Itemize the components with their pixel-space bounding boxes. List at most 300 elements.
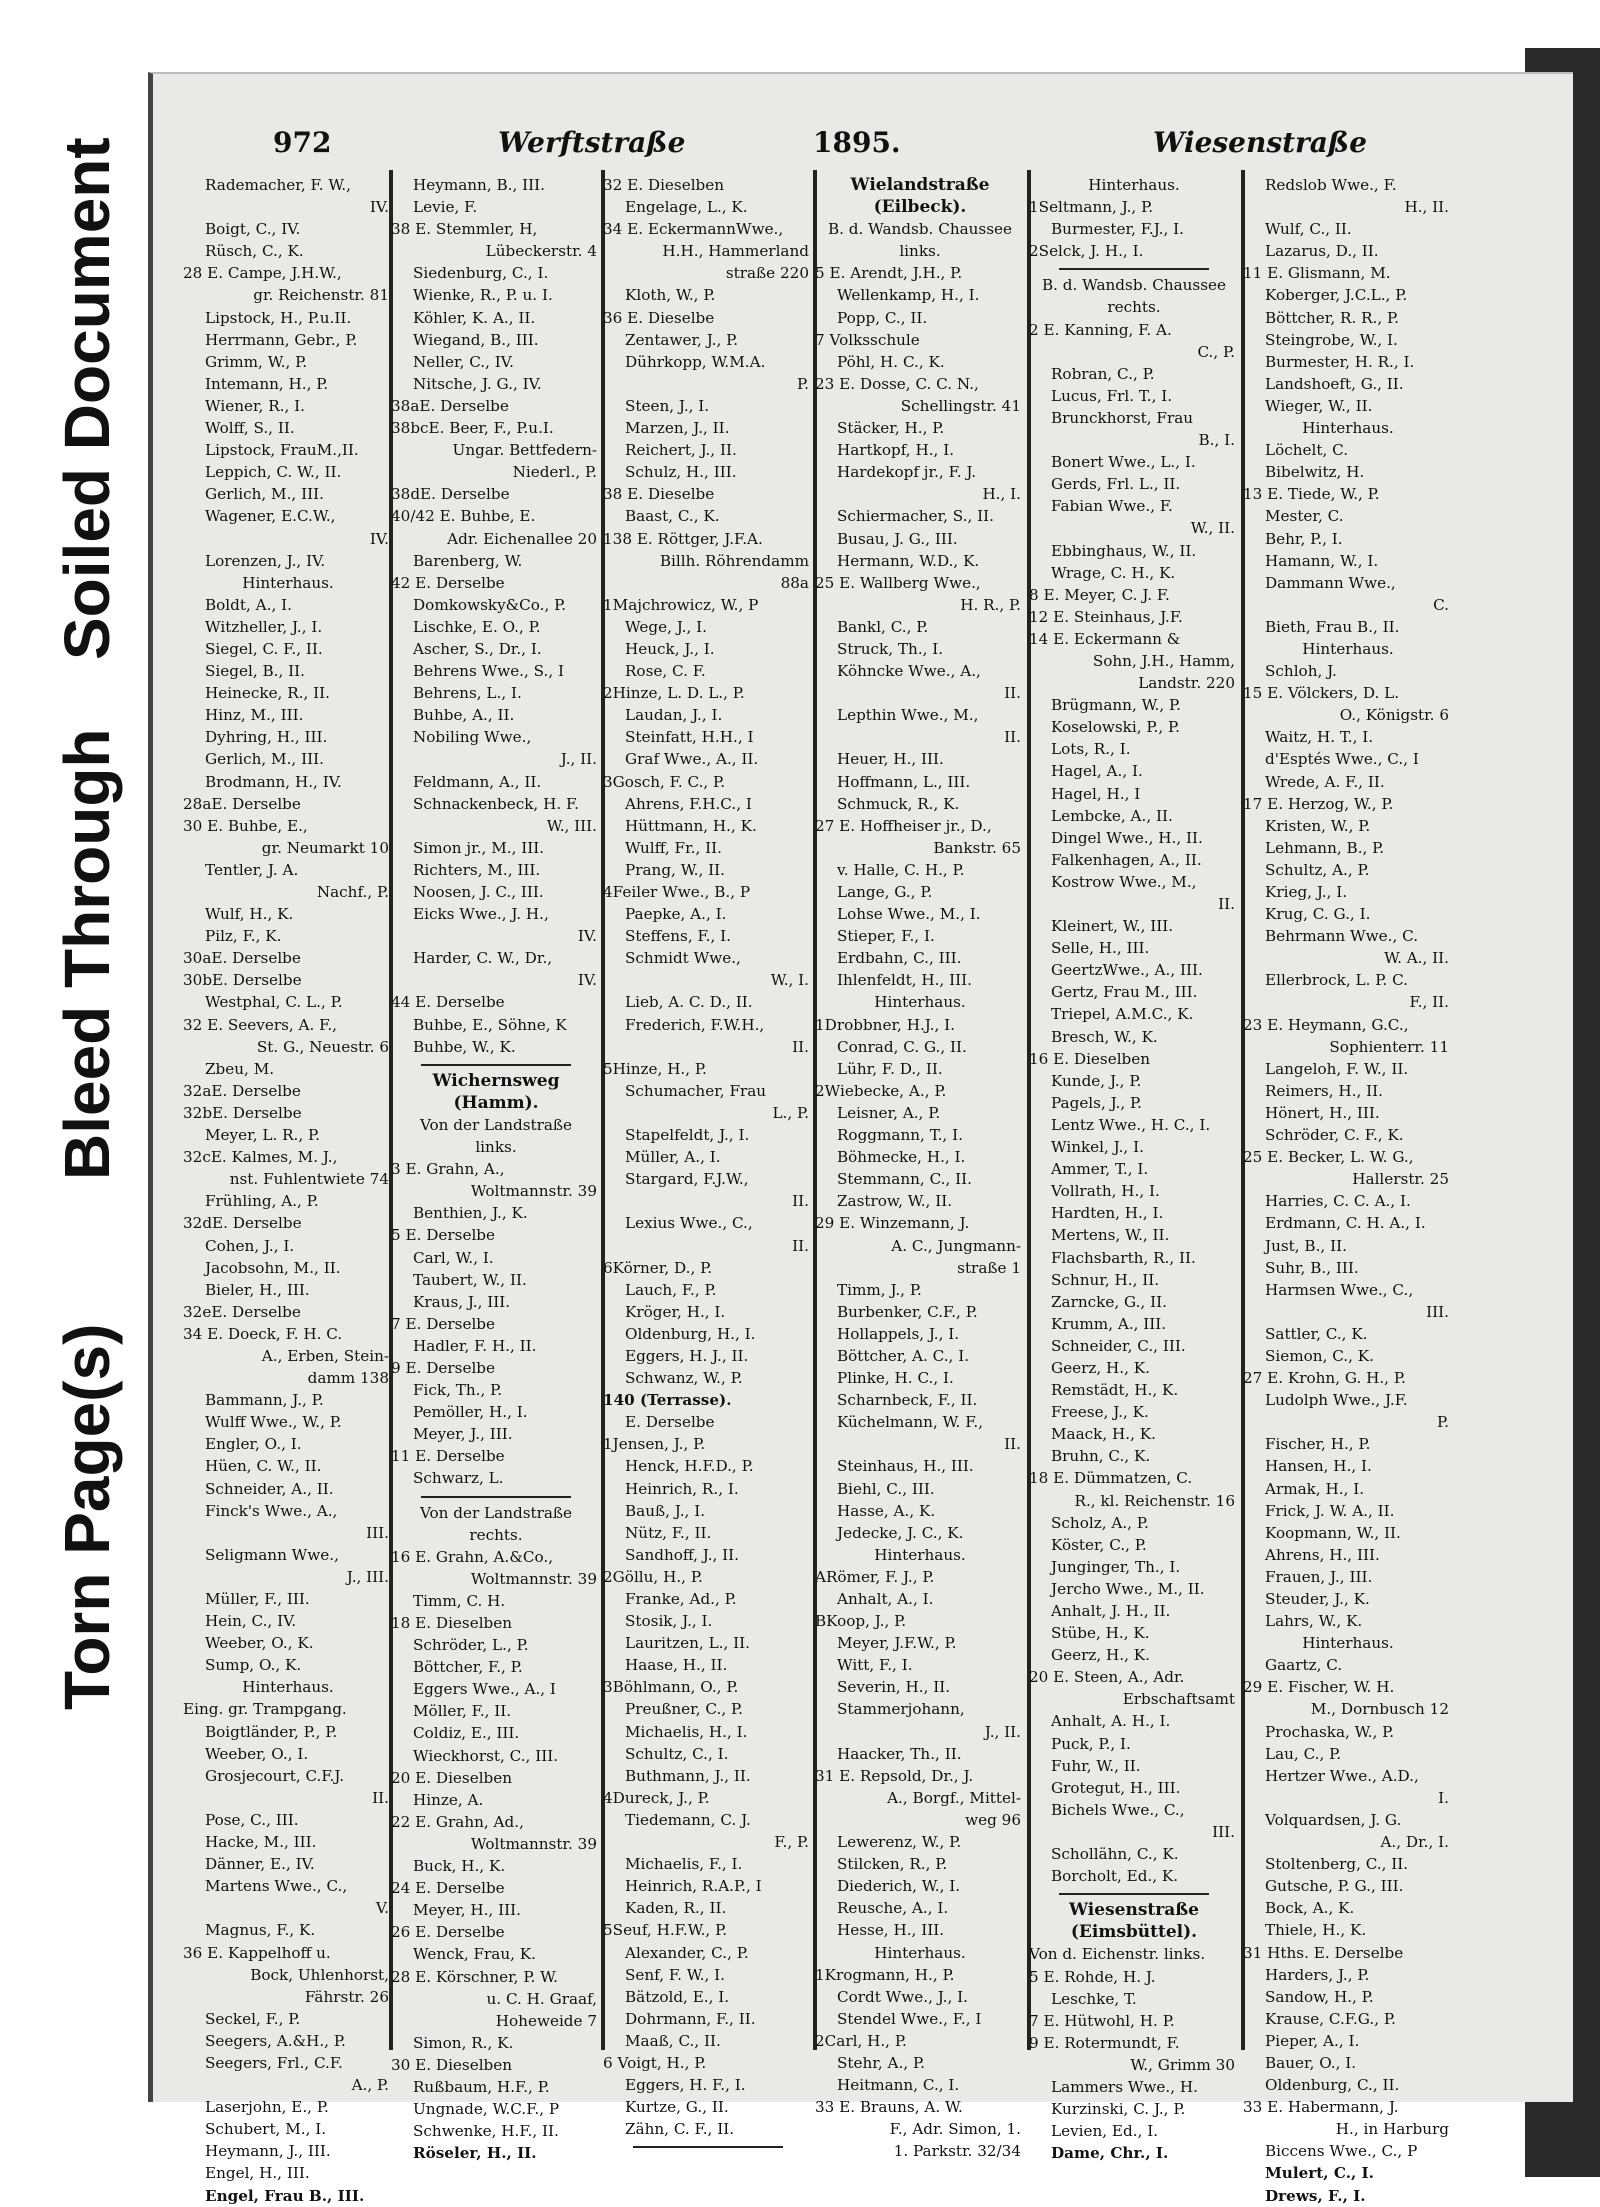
directory-entry: Fischer, H., P. [1265, 1435, 1371, 1454]
directory-entry: Conrad, C. G., II. [837, 1037, 967, 1056]
directory-entry: Biehl, C., III. [837, 1479, 935, 1498]
directory-entry: Bauer, O., I. [1265, 2053, 1357, 2072]
directory-entry: H., II. [1404, 198, 1449, 217]
directory-entry: 9 E. Derselbe [391, 1358, 496, 1377]
directory-entry: Hardekopf jr., F. J. [837, 463, 977, 482]
directory-entry: A., Borgf., Mittel- [887, 1788, 1021, 1807]
directory-entry: gr. Neumarkt 10 [261, 838, 389, 857]
directory-entry: Zarncke, G., II. [1051, 1292, 1167, 1311]
directory-entry: A. C., Jungmann- [891, 1236, 1021, 1255]
directory-entry: 17 E. Herzog, W., P. [1243, 794, 1394, 813]
street-section-heading: (Eilbeck). [873, 197, 967, 218]
directory-entry: Benthien, J., K. [413, 1204, 528, 1223]
directory-entry: Schröder, C. F., K. [1265, 1126, 1404, 1145]
sub-heading-line: Von der Landstraße [419, 1115, 573, 1134]
directory-entry: Wrede, A. F., II. [1265, 772, 1385, 791]
directory-entry: A., Erben, Stein- [261, 1346, 389, 1365]
directory-entry: Wege, J., I. [625, 617, 707, 636]
directory-entry: 14 E. Eckermann & [1029, 629, 1181, 648]
directory-entry: Landstr. 220 [1138, 674, 1235, 693]
directory-entry: 18 E. Dümmatzen, C. [1029, 1469, 1193, 1488]
directory-entry: Böttcher, F., P. [413, 1658, 523, 1677]
directory-entry: 140 (Terrasse). [603, 1391, 732, 1410]
directory-entry: Schulz, H., III. [625, 463, 737, 482]
directory-column-3 [603, 174, 813, 2152]
directory-column-2 [391, 174, 601, 2164]
directory-entry: Stemmann, C., II. [837, 1170, 972, 1189]
directory-entry: M., Dornbusch 12 [1310, 1700, 1449, 1719]
directory-entry: Geerz, H., K. [1051, 1646, 1150, 1665]
directory-entry: Schnackenbeck, H. F. [413, 794, 579, 813]
directory-entry: Lühr, F. D., II. [837, 1059, 943, 1078]
directory-entry: Coldiz, E., III. [413, 1724, 520, 1743]
sub-heading-line: Hinterhaus. [242, 573, 334, 592]
directory-entry: Engelage, L., K. [625, 198, 748, 217]
directory-entry: Buhbe, E., Söhne, K [413, 1015, 567, 1034]
directory-entry: Möller, F., II. [413, 1702, 512, 1721]
directory-entry: Jacobsohn, M., II. [205, 1258, 341, 1277]
directory-entry: W., II. [1190, 519, 1235, 538]
directory-entry: Dyhring, H., III. [205, 728, 328, 747]
year-heading: 1895. [813, 126, 901, 159]
directory-entry: 38dE. Derselbe [391, 485, 510, 504]
directory-entry: Heinrich, R.A.P., I [625, 1877, 762, 1896]
directory-entry: Frauen, J., III. [1265, 1567, 1373, 1586]
directory-entry: Burbenker, C.F., P. [837, 1302, 978, 1321]
directory-entry: 5 E. Derselbe [391, 1226, 496, 1245]
directory-entry: Grimm, W., P. [205, 352, 308, 371]
directory-entry: straße 220 [725, 264, 809, 283]
directory-entry: Harder, C. W., Dr., [413, 949, 553, 968]
directory-entry: Buhbe, A., II. [413, 706, 515, 725]
directory-entry: Schollähn, C., K. [1051, 1845, 1179, 1864]
directory-entry: Röseler, H., II. [413, 2144, 537, 2163]
directory-entry: II. [1004, 728, 1021, 747]
directory-entry: Krumm, A., III. [1051, 1314, 1167, 1333]
directory-entry: Wieckhorst, C., III. [413, 1746, 559, 1765]
directory-entry: 5 E. Arendt, J.H., P. [815, 264, 963, 283]
directory-entry: IV. [369, 198, 389, 217]
directory-entry: 31 Hths. E. Derselbe [1243, 1943, 1404, 1962]
directory-entry: Lange, G., P. [837, 883, 933, 901]
directory-entry: Woltmannstr. 39 [470, 1834, 597, 1853]
directory-entry: Behrmann Wwe., C. [1265, 927, 1419, 946]
directory-entry: Köhler, K. A., II. [413, 308, 536, 327]
directory-entry: 40/42 E. Buhbe, E. [391, 507, 536, 526]
directory-entry: 1Majchrowicz, W., P [603, 595, 759, 614]
directory-entry: St. G., Neuestr. 6 [256, 1037, 389, 1056]
directory-entry: Bibelwitz, H. [1265, 463, 1365, 482]
directory-entry: Anhalt, J. H., II. [1051, 1602, 1171, 1620]
directory-entry: Winkel, J., I. [1051, 1138, 1144, 1157]
directory-entry: Von d. Eichenstr. links. [1029, 1945, 1206, 1964]
directory-entry: E. Derselbe [625, 1413, 715, 1432]
directory-entry: 4Dureck, J., P. [603, 1788, 710, 1807]
directory-entry: 31 E. Repsold, Dr., J. [815, 1766, 974, 1785]
directory-entry: Lexius Wwe., C., [625, 1214, 753, 1233]
directory-entry: Heymann, J., III. [205, 2142, 331, 2161]
directory-entry: Grosjecourt, C.F.J. [205, 1766, 345, 1785]
directory-entry: Hadler, F. H., II. [413, 1336, 537, 1355]
directory-entry: Reichert, J., II. [625, 441, 737, 460]
directory-entry: Michaelis, H., I. [625, 1722, 748, 1741]
directory-entry: 3Böhlmann, O., P. [603, 1678, 739, 1697]
directory-entry: Richters, M., III. [413, 860, 541, 879]
directory-entry: P. [797, 374, 809, 393]
directory-entry: 24 E. Derselbe [391, 1879, 505, 1898]
directory-entry: 138 E. Röttger, J.F.A. [603, 529, 763, 548]
directory-entry: Marzen, J., II. [625, 419, 730, 438]
directory-entry: 7 Volksschule [815, 330, 920, 349]
directory-entry: Stieper, F., I. [837, 927, 935, 946]
directory-entry: Ebbinghaus, W., II. [1051, 541, 1197, 560]
directory-entry: Nitsche, J. G., IV. [413, 374, 542, 393]
directory-entry: Schwenke, H.F., II. [413, 2122, 559, 2141]
directory-entry: Freese, J., K. [1051, 1403, 1149, 1422]
directory-entry: Reusche, A., I. [837, 1899, 949, 1918]
directory-entry: Witzheller, J., I. [205, 617, 323, 636]
directory-entry: 1Seltmann, J., P. [1029, 198, 1154, 217]
directory-entry: Bonert Wwe., L., I. [1051, 453, 1196, 472]
directory-entry: Mester, C. [1265, 507, 1344, 526]
page-number: 972 [273, 126, 332, 159]
directory-entry: Baast, C., K. [625, 507, 720, 526]
section-divider [1059, 268, 1209, 270]
directory-entry: Brunckhorst, Frau [1051, 408, 1194, 427]
directory-entry: GeertzWwe., A., III. [1051, 961, 1203, 980]
directory-entry: Bichels Wwe., C., [1051, 1800, 1185, 1819]
directory-entry: Hoffmann, L., III. [837, 772, 971, 791]
directory-entry: IV. [577, 971, 597, 990]
directory-entry: Adr. Eichenallee 20 [447, 529, 597, 548]
directory-entry: Stendel Wwe., F., I [837, 2009, 982, 2028]
directory-entry: III. [1426, 1302, 1449, 1321]
directory-entry: Rußbaum, H.F., P. [413, 2077, 550, 2096]
directory-entry: W., III. [546, 816, 597, 835]
directory-entry: weg 96 [965, 1810, 1021, 1829]
directory-entry: Seckel, F., P. [205, 2009, 301, 2028]
directory-entry: H. R., P. [960, 595, 1021, 614]
directory-entry: 25 E. Becker, L. W. G., [1243, 1148, 1414, 1167]
directory-entry: Wieger, W., II. [1265, 396, 1373, 415]
soiled-document-label: Soiled Document [51, 137, 123, 660]
directory-column-5 [1029, 174, 1239, 2164]
directory-entry: Herrmann, Gebr., P. [205, 330, 358, 349]
directory-entry: Levie, F. [413, 198, 478, 217]
directory-entry: Oldenburg, C., II. [1265, 2076, 1400, 2095]
directory-entry: 5 E. Rohde, H. J. [1029, 1967, 1156, 1986]
directory-entry: Taubert, W., II. [413, 1270, 527, 1289]
directory-entry: 6Körner, D., P. [603, 1258, 713, 1277]
directory-entry: 1Krogmann, H., P. [815, 1965, 955, 1984]
directory-entry: Witt, F., I. [837, 1656, 913, 1675]
directory-entry: Finck's Wwe., A., [205, 1501, 338, 1520]
directory-entry: Busau, J. G., III. [837, 529, 958, 548]
directory-entry: Engler, O., I. [205, 1435, 302, 1454]
directory-entry: Schnur, H., II. [1051, 1270, 1160, 1289]
directory-entry: Langeloh, F. W., II. [1265, 1059, 1409, 1078]
directory-entry: Roggmann, T., I. [837, 1126, 963, 1145]
directory-entry: Timm, J., P. [837, 1280, 922, 1299]
directory-entry: Nobiling Wwe., [413, 728, 532, 747]
directory-entry: Dammann Wwe., [1265, 573, 1396, 592]
directory-entry: 32dE. Derselbe [183, 1214, 302, 1233]
directory-entry: Lau, C., P. [1265, 1744, 1342, 1763]
directory-entry: Lammers Wwe., H. [1051, 2077, 1198, 2096]
directory-entry: Erbschaftsamt [1122, 1690, 1235, 1709]
directory-entry: Gertz, Frau M., III. [1051, 983, 1198, 1002]
directory-entry: Seegers, A.&H., P. [205, 2031, 346, 2050]
sub-heading-line: Von der Landstraße [419, 1503, 573, 1522]
directory-entry: Rose, C. F. [625, 662, 706, 681]
directory-entry: A., Dr., I. [1380, 1833, 1449, 1852]
directory-entry: Lewerenz, W., P. [837, 1833, 962, 1852]
directory-entry: O., Königstr. 6 [1339, 706, 1449, 725]
directory-entry: Stapelfeldt, J., I. [625, 1126, 750, 1145]
directory-entry: III. [1212, 1822, 1235, 1841]
directory-entry: Kleinert, W., III. [1051, 917, 1174, 936]
directory-entry: Seegers, Frl., C.F. [205, 2053, 343, 2072]
directory-entry: Waitz, H. T., I. [1265, 728, 1374, 747]
directory-entry: Schellingstr. 41 [900, 396, 1021, 415]
directory-entry: Redslob Wwe., F. [1265, 176, 1397, 194]
directory-entry: Ihlenfeldt, H., III. [837, 971, 972, 990]
directory-entry: Lehmann, B., P. [1265, 838, 1385, 857]
directory-entry: Laudan, J., I. [625, 706, 723, 725]
directory-entry: Boigtländer, P., P. [205, 1722, 338, 1741]
directory-entry: Ascher, S., Dr., I. [413, 639, 542, 658]
directory-entry: Bankstr. 65 [933, 838, 1021, 857]
directory-entry: 15 E. Völckers, D. L. [1243, 684, 1400, 703]
directory-entry: Rüsch, C., K. [205, 242, 304, 261]
directory-entry: Lahrs, W., K. [1265, 1612, 1363, 1631]
directory-entry: ARömer, F. J., P. [815, 1567, 935, 1586]
directory-entry: Ellerbrock, L. P. C. [1265, 971, 1408, 990]
directory-entry: Meyer, J.F.W., P. [837, 1634, 957, 1653]
directory-entry: Stoltenberg, C., II. [1265, 1855, 1409, 1874]
directory-entry: Mertens, W., II. [1051, 1226, 1170, 1245]
directory-entry: Buhbe, W., K. [413, 1037, 516, 1056]
directory-entry: 12 E. Steinhaus, J.F. [1029, 607, 1183, 626]
directory-entry: B., I. [1198, 431, 1235, 450]
directory-entry: Erdmann, C. H. A., I. [1265, 1214, 1426, 1233]
directory-entry: Scharnbeck, F., II. [837, 1391, 978, 1410]
directory-entry: 30 E. Buhbe, E., [183, 816, 308, 835]
directory-entry: Pemöller, H., I. [413, 1403, 528, 1422]
street-section-heading: Wiesenstraße [1069, 1900, 1199, 1921]
directory-entry: Heinecke, R., II. [205, 684, 330, 703]
directory-entry: Hamann, W., I. [1265, 551, 1379, 570]
directory-entry: Ludolph Wwe., J.F. [1265, 1391, 1408, 1410]
directory-entry: Hönert, H., III. [1265, 1103, 1380, 1122]
directory-entry: Steinfatt, H.H., I [625, 728, 754, 747]
directory-entry: Cordt Wwe., J., I. [837, 1987, 968, 2006]
directory-entry: J., III. [346, 1567, 389, 1586]
directory-entry: 3Gosch, F. C., P. [603, 772, 726, 791]
directory-entry: Alexander, C., P. [625, 1943, 749, 1962]
directory-entry: Falkenhagen, A., II. [1051, 850, 1202, 869]
directory-entry: 1Jensen, J., P. [603, 1435, 706, 1454]
directory-entry: II. [792, 1236, 809, 1255]
directory-entry: Bock, A., K. [1265, 1899, 1355, 1918]
directory-entry: Selle, H., III. [1051, 939, 1150, 958]
directory-entry: 88a [780, 573, 809, 592]
directory-entry: Wiegand, B., III. [413, 330, 539, 349]
directory-page [148, 72, 1573, 2205]
directory-entry: 33 E. Brauns, A. W. [815, 2098, 963, 2117]
directory-entry: Fährstr. 26 [304, 1987, 389, 2006]
directory-entry: 23 E. Dosse, C. C. N., [815, 374, 979, 393]
directory-entry: Böhmecke, H., I. [837, 1148, 966, 1167]
directory-entry: Behr, P., I. [1265, 529, 1343, 548]
directory-entry: Wenck, Frau, K. [413, 1945, 536, 1964]
directory-entry: Domkowsky&Co., P. [413, 595, 567, 614]
right-street-heading: Wiesenstraße [1153, 126, 1368, 159]
directory-entry: Hesse, H., III. [837, 1921, 945, 1940]
directory-entry: Hardten, H., I. [1051, 1204, 1164, 1223]
directory-entry: Drews, F., I. [1265, 2186, 1366, 2205]
directory-entry: Timm, C. H. [413, 1591, 506, 1610]
directory-entry: 3 E. Grahn, A., [391, 1160, 505, 1179]
directory-entry: Meyer, H., III. [413, 1901, 521, 1920]
directory-entry: 2Carl, H., P. [815, 2031, 907, 2050]
directory-entry: 5Seuf, H.F.W., P. [603, 1921, 728, 1940]
directory-entry: Fabian Wwe., F. [1051, 497, 1173, 516]
directory-entry: 38 E. Dieselbe [603, 485, 715, 504]
directory-entry: 16 E. Grahn, A.&Co., [391, 1547, 554, 1566]
directory-entry: Stosik, J., I. [625, 1612, 713, 1631]
directory-entry: Lembcke, A., II. [1051, 806, 1173, 825]
directory-entry: Sohn, J.H., Hamm, [1092, 651, 1235, 670]
directory-entry: Preußner, C., P. [625, 1700, 743, 1719]
directory-entry: Koberger, J.C.L., P. [1265, 286, 1408, 305]
directory-entry: Lauritzen, L., II. [625, 1634, 750, 1653]
directory-entry: Grotegut, H., III. [1051, 1778, 1181, 1797]
directory-entry: 9 E. Rotermundt, F. [1029, 2033, 1180, 2052]
directory-entry: Kristen, W., P. [1265, 816, 1371, 835]
directory-entry: Heinrich, R., I. [625, 1479, 739, 1498]
directory-entry: 22 E. Grahn, Ad., [391, 1812, 524, 1831]
directory-entry: Steingrobe, W., I. [1265, 330, 1398, 349]
directory-entry: straße 1 [957, 1258, 1021, 1277]
directory-entry: Schwanz, W., P. [625, 1369, 743, 1388]
directory-entry: 5Hinze, H., P. [603, 1059, 707, 1078]
directory-entry: 29 E. Winzemann, J. [815, 1214, 970, 1233]
directory-entry: Krug, C. G., I. [1265, 905, 1371, 924]
directory-entry: 33 E. Habermann, J. [1243, 2098, 1399, 2117]
directory-entry: Brodmann, H., IV. [205, 772, 342, 791]
directory-entry: Prochaska, W., P. [1265, 1722, 1395, 1741]
directory-entry: Schröder, L., P. [413, 1636, 529, 1655]
directory-entry: Bauß, J., I. [625, 1501, 706, 1520]
directory-entry: Tentler, J. A. [205, 860, 299, 879]
directory-entry: 23 E. Heymann, G.C., [1243, 1015, 1409, 1034]
directory-entry: Reimers, H., II. [1265, 1081, 1383, 1100]
directory-entry: Steuder, J., K. [1265, 1590, 1370, 1608]
sub-heading-line: rechts. [469, 1525, 523, 1544]
directory-entry: Engel, H., III. [205, 2164, 310, 2183]
directory-entry: Brügmann, W., P. [1051, 696, 1182, 715]
directory-entry: Franke, Ad., P. [625, 1590, 737, 1608]
directory-entry: Schmidt Wwe., [625, 949, 741, 968]
sub-heading-line: links. [899, 242, 941, 261]
directory-entry: Gerlich, M., III. [205, 485, 324, 504]
directory-entry: Steffens, F., I. [625, 927, 731, 946]
directory-entry: 7 E. Hütwohl, H. P. [1029, 2011, 1175, 2030]
directory-entry: Rademacher, F. W., [205, 176, 351, 194]
directory-entry: u. C. H. Graaf, [486, 1989, 597, 2008]
directory-entry: Just, B., II. [1265, 1236, 1347, 1255]
directory-entry: Krause, C.F.G., P. [1265, 2009, 1396, 2028]
directory-entry: IV. [369, 529, 389, 548]
directory-entry: Eggers, H. F., I. [625, 2076, 746, 2095]
directory-entry: Senf, F. W., I. [625, 1965, 725, 1984]
directory-entry: Wulff, Fr., II. [625, 838, 722, 857]
directory-entry: v. Halle, C. H., P. [837, 860, 965, 879]
directory-entry: 32 E. Dieselben [603, 176, 725, 194]
directory-entry: Lazarus, D., II. [1265, 242, 1379, 261]
directory-entry: 13 E. Tiede, W., P. [1243, 485, 1380, 504]
sub-heading-line: Hinterhaus. [874, 993, 966, 1012]
sub-heading-line: Hinterhaus. [1302, 419, 1394, 438]
directory-entry: 28 E. Campe, J.H.W., [183, 264, 342, 283]
directory-entry: 18 E. Dieselben [391, 1614, 513, 1632]
directory-entry: Leppich, C. W., II. [205, 463, 342, 482]
directory-entry: Siemon, C., K. [1265, 1346, 1374, 1365]
directory-entry: Dänner, E., IV. [205, 1855, 315, 1874]
directory-entry: Stehr, A., P. [837, 2053, 925, 2072]
directory-entry: Seligmann Wwe., [205, 1545, 339, 1564]
directory-entry: 28aE. Derselbe [183, 794, 301, 813]
directory-entry: Ammer, T., I. [1051, 1160, 1149, 1179]
directory-entry: Fuhr, W., II. [1051, 1756, 1141, 1775]
directory-entry: II. [792, 1037, 809, 1056]
directory-entry: Wulff Wwe., W., P. [205, 1413, 342, 1432]
directory-entry: W., I. [770, 971, 809, 990]
directory-entry: Magnus, F., K. [205, 1921, 316, 1940]
directory-entry: Stübe, H., K. [1051, 1624, 1150, 1643]
directory-entry: Wolff, S., II. [205, 419, 295, 438]
directory-entry: F., Adr. Simon, 1. [889, 2120, 1021, 2139]
directory-entry: 8 E. Meyer, C. J. F. [1029, 585, 1170, 604]
directory-entry: C. [1433, 595, 1449, 614]
directory-entry: Prang, W., II. [625, 860, 725, 879]
directory-entry: Dohrmann, F., II. [625, 2009, 756, 2028]
directory-entry: Kröger, H., I. [625, 1302, 726, 1321]
directory-entry: 30 E. Dieselben [391, 2055, 513, 2074]
directory-entry: Westphal, C. L., P. [205, 993, 343, 1012]
directory-entry: Bieth, Frau B., II. [1265, 617, 1400, 636]
directory-entry: II. [792, 1192, 809, 1211]
directory-entry: 36 E. Dieselbe [603, 308, 715, 327]
directory-entry: Hein, C., IV. [205, 1612, 297, 1631]
directory-entry: Schneider, C., III. [1051, 1336, 1186, 1355]
directory-entry: Heuck, J., I. [625, 639, 715, 658]
directory-entry: Jercho Wwe., M., II. [1051, 1579, 1205, 1598]
directory-entry: Jedecke, J. C., K. [837, 1523, 964, 1542]
directory-entry: Zentawer, J., P. [625, 330, 739, 349]
directory-entry: IV. [577, 927, 597, 946]
directory-entry: Lucus, Frl. T., I. [1051, 386, 1173, 405]
directory-entry: Thiele, H., K. [1265, 1921, 1367, 1940]
sub-heading-line: Hinterhaus. [1302, 1634, 1394, 1653]
page-header [153, 126, 1573, 174]
directory-entry: Pose, C., III. [205, 1810, 299, 1829]
directory-entry: Sattler, C., K. [1265, 1324, 1368, 1343]
directory-entry: 25 E. Wallberg Wwe., [815, 573, 981, 592]
directory-entry: 1. Parkstr. 32/34 [893, 2142, 1021, 2161]
directory-entry: Löchelt, C. [1265, 441, 1349, 460]
